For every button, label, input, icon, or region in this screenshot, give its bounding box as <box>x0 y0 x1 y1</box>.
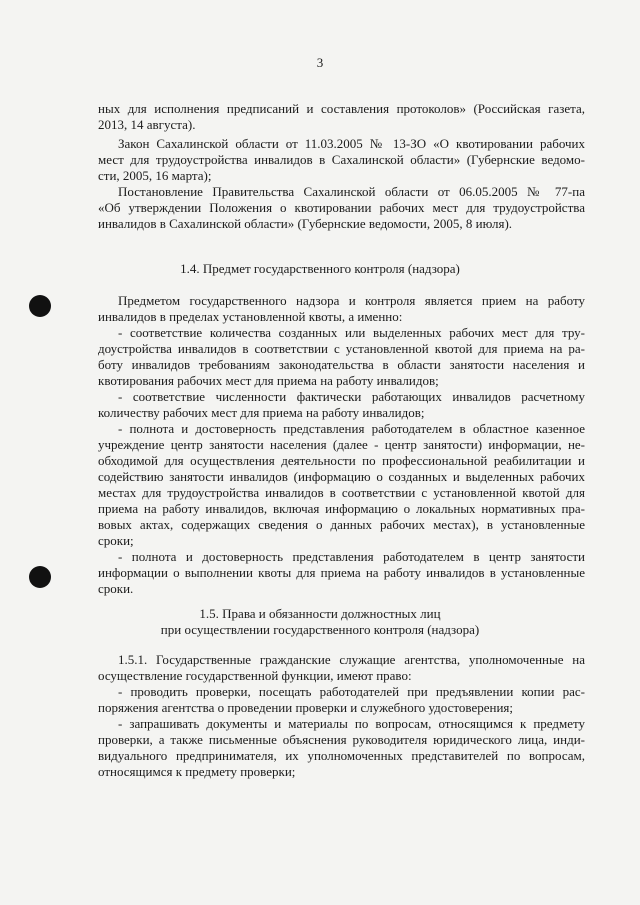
text-line: количеству рабочих мест для приема на работу инвалидов; <box>98 405 425 420</box>
text-line: доустройства инвалидов в соответствии с установленной квотой для приема на ра- <box>98 341 585 356</box>
text-line: сроки. <box>98 581 134 596</box>
text-line: 2013, 14 августа). <box>98 117 196 132</box>
text-line: - соответствие количества созданных или выделенных рабочих мест для тру- <box>118 325 585 340</box>
text-line: боту инвалидов требованиям законодательства в области занятости населения и <box>98 357 585 372</box>
text-line: - полнота и достоверность представления работодателем в центр занятости <box>118 549 585 564</box>
text-line: инвалидов в Сахалинской области» (Губернские ведомости, 2005, 8 июля). <box>98 216 513 231</box>
text-line: информации о выполнении квоты для приема на работу инвалидов в установленные <box>98 565 585 580</box>
text-line: Постановление Правительства Сахалинской области от 06.05.2005 № 77-па <box>118 184 585 199</box>
section-1-4-heading: 1.4. Предмет государственного контроля (надзора) <box>180 261 460 276</box>
binder-hole-top <box>29 295 51 317</box>
text-line: Закон Сахалинской области от 11.03.2005 № 13-ЗО «О квотировании рабочих <box>118 136 585 151</box>
text-line: сти, 2005, 16 марта); <box>98 168 212 183</box>
text-line: приема на работу инвалидов, включая информацию о локальных нормативных пра- <box>98 501 585 516</box>
text-line: видуального предпринимателя, их уполномоченных представителей по вопросам, <box>98 748 585 763</box>
text-line: - проводить проверки, посещать работодателей при предъявлении копии рас- <box>118 684 585 699</box>
text-line: вовых актах, содержащих сведения о данных рабочих местах), в установленные <box>98 517 585 532</box>
page-number: 3 <box>316 55 324 70</box>
text-line: - запрашивать документы и материалы по вопросам, относящимся к предмету <box>118 716 585 731</box>
binder-hole-bottom <box>29 566 51 588</box>
text-line: поряжения агентства о проведении проверки и служебного удостоверения; <box>98 700 513 715</box>
text-line: обходимой для осуществления деятельности по профессиональной реабилитации и <box>98 453 585 468</box>
text-line: квотирования рабочих мест для приема на работу инвалидов; <box>98 373 439 388</box>
text-line: учреждение центр занятости населения (далее - центр занятости) информации, не- <box>98 437 585 452</box>
text-line: мест для трудоустройства инвалидов в Сахалинской области» (Губернские ведомо- <box>98 152 585 167</box>
text-line: Предметом государственного надзора и контроля является прием на работу <box>118 293 585 308</box>
text-line: - соответствие численности фактически работающих инвалидов расчетному <box>118 389 585 404</box>
text-line: «Об утверждении Положения о квотировании рабочих мест для трудоустройства <box>98 200 585 215</box>
section-1-5-heading-line1: 1.5. Права и обязанности должностных лиц <box>199 606 441 621</box>
text-line: местах для трудоустройства инвалидов в соответствии с установленной квотой для <box>98 485 585 500</box>
section-1-5-heading-line2: при осуществлении государственного контроля (надзора) <box>160 622 480 637</box>
text-line: относящимся к предмету проверки; <box>98 764 296 779</box>
text-line: осуществление государственной функции, имеют право: <box>98 668 412 683</box>
text-line: содействию занятости инвалидов (информацию о созданных и выделенных рабочих <box>98 469 585 484</box>
text-line: ных для исполнения предписаний и составления протоколов» (Российская газета, <box>98 101 585 116</box>
text-line: - полнота и достоверность представления работодателем в областное казенное <box>118 421 585 436</box>
text-line: 1.5.1. Государственные гражданские служащие агентства, уполномоченные на <box>118 652 585 667</box>
text-line: проверки, а также письменные объяснения руководителя юридического лица, инди- <box>98 732 585 747</box>
text-line: сроки; <box>98 533 134 548</box>
text-line: инвалидов в пределах установленной квоты, а именно: <box>98 309 403 324</box>
